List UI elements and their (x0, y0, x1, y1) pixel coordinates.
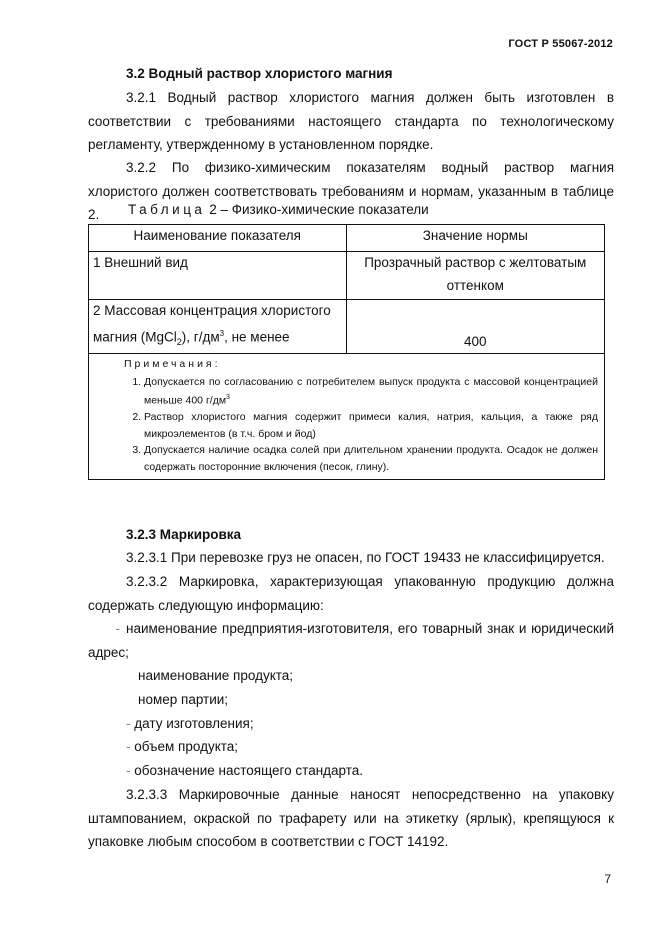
note-item (144, 409, 600, 442)
row-2-name-line2c: , не менее (224, 329, 290, 344)
row-2-value: 400 (346, 300, 604, 354)
row-2-name-line1: 2 Массовая концентрация хлористого (93, 303, 331, 318)
row-2-name (89, 300, 347, 354)
paragraph-3-2-3-3: 3.2.3.3 Маркировочные данные наносят непосредственно на упаковку штампованием, окраской по трафарету или на этикетку (ярлык), крепящуюся к упаковке любым способом в соответствии с ГОСТ 14192. (88, 787, 614, 849)
marking-list-item-6 (126, 759, 363, 783)
list-item-1-text: наименование предприятия-изготовителя, его товарный знак и юридический адрес; (88, 621, 614, 660)
note-item (144, 374, 600, 410)
row-2-name-line2a: магния (MgCl (93, 329, 177, 344)
list-dash: - (126, 739, 131, 754)
marking-list-item-5 (126, 735, 238, 759)
table-row (89, 300, 605, 354)
notes-title: Примечания: (124, 358, 221, 371)
note-item (144, 442, 600, 475)
col-header-name: Наименование показателя (89, 225, 347, 252)
row-1-name: 1 Внешний вид (89, 252, 347, 300)
notes-list (93, 374, 600, 476)
physchem-table (88, 224, 605, 480)
row-1-value: Прозрачный раствор с желтоватым оттенком (346, 252, 604, 300)
row-2-name-sup: 3 (219, 328, 225, 338)
table-caption-text: 2 – Физико-химические показатели (209, 202, 429, 217)
col-header-value: Значение нормы (346, 225, 604, 252)
list-dash: - (115, 621, 120, 636)
section-3-2-title: 3.2 Водный раствор хлористого магния (126, 66, 393, 81)
table-row (89, 252, 605, 300)
table-caption-label: Таблица (128, 202, 206, 217)
row-2-name-sub: 2 (176, 336, 182, 347)
marking-list-item-4 (126, 712, 254, 736)
note-3-text: Допускается наличие осадка солей при длительном хранении продукта. Осадок не должен содержать посторонние включения (песок, глину). (144, 444, 598, 473)
paragraph-3-2-3-2: 3.2.3.2 Маркировка, характеризующая упакованную продукцию должна содержать следующую информацию: (88, 574, 614, 613)
marking-list-item-3: номер партии; (138, 692, 229, 707)
page-number: 7 (604, 872, 611, 886)
row-2-name-line2b: ), г/дм (181, 329, 220, 344)
list-dash: - (126, 716, 131, 731)
note-2-text: Раствор хлористого магния содержит примеси калия, натрия, кальция, а также ряд микроэлементов (в т.ч. бром и йод) (144, 411, 598, 440)
list-item-5-text: объем продукта; (134, 739, 239, 754)
section-3-2-3-title: 3.2.3 Маркировка (126, 527, 242, 542)
marking-list-item-2: наименование продукта; (138, 668, 294, 683)
table-notes-row (89, 354, 605, 480)
list-item-6-text: обозначение настоящего стандарта. (134, 763, 364, 778)
paragraph-3-2-2: 3.2.2 По физико-химическим показателям водный раствор магния хлористого должен соответствовать требованиям и нормам, указанным в таблице 2. (88, 160, 614, 222)
list-dash: - (126, 763, 131, 778)
list-item-4-text: дату изготовления; (134, 716, 254, 731)
paragraph-3-2-3-1: 3.2.3.1 При перевозке груз не опасен, по ГОСТ 19433 не классифицируется. (126, 550, 605, 565)
marking-list-item-1 (88, 617, 614, 664)
table-caption (128, 202, 429, 217)
note-1-text: Допускается по согласованию с потребителем выпуск продукта с массовой концентрацией меньше 400 г/дм (144, 375, 598, 407)
note-1-sup: 3 (226, 394, 230, 402)
table-notes (89, 354, 605, 480)
table-header-row (89, 225, 605, 252)
document-header-id: ГОСТ Р 55067-2012 (508, 38, 613, 50)
paragraph-3-2-1: 3.2.1 Водный раствор хлористого магния должен быть изготовлен в соответствии с требованиями настоящего стандарта по технологическому регламенту, утвержденному в установленном порядке. (88, 90, 614, 152)
